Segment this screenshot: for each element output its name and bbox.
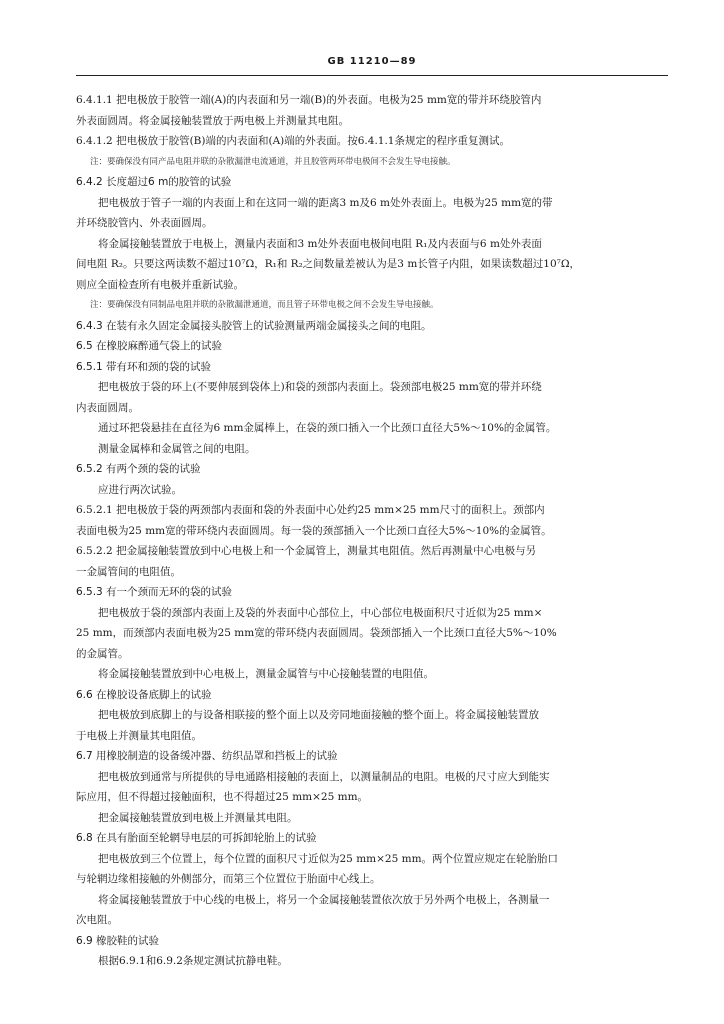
text-line: 并环绕胶管内、外表面圆周。: [76, 217, 213, 229]
text-line: 外表面圆周。将金属接触装置放于两电极上并测量其电阻。: [76, 114, 349, 127]
text-line: 6.4.1.1 把电极放于胶管一端(A)的内表面和另一端(B)的外表面。电极为25 mm宽的带并环绕胶管内: [76, 94, 542, 106]
text-line: 表面电极为25 mm宽的带环绕内表面圆周。每一袋的颈部插入一个比颈口直径大5%～10%的金属管。: [76, 524, 552, 537]
section-heading: 6.5.1 带有环和颈的袋的试验: [76, 360, 212, 373]
section-heading: 6.9 橡胶鞋的试验: [76, 934, 160, 947]
section-heading: 6.4.3 在装有永久固定金属接头胶管上的试验测量两端金属接头之间的电阻。: [76, 319, 432, 332]
text-line: 把电极放到三个位置上，每个位置的面积尺寸近似为25 mm×25 mm。两个位置应规定在轮胎胎口: [98, 852, 559, 865]
text-line: 内表面圆周。: [76, 401, 139, 414]
section-heading: 6.5 在橡胶麻醉通气袋上的试验: [76, 340, 223, 352]
note-line: 注：要确保没有同制品电阻并联的杂散漏泄通道，而且管子环带电极之间不会发生导电接触。: [90, 300, 439, 310]
text-line: 将金属接触装置放于电极上，测量内表面和3 m处外表面电极间电阻 R₁及内表面与6 m处外表面: [98, 237, 542, 250]
section-heading: 6.6 在橡胶设备底脚上的试验: [76, 688, 212, 701]
text-line: 把电极放到通常与所提供的导电通路相接触的表面上，以测量制品的电阻。电极的尺寸应大到能实: [98, 770, 550, 783]
section-heading: 6.5.2 有两个颈的袋的试验: [76, 463, 201, 475]
text-line: 将金属接触装置放到中心电极上，测量金属管与中心接触装置的电阻值。: [98, 668, 434, 680]
text-line: 25 mm，而颈部内表面电极为25 mm宽的带环绕内表面圆周。袋颈部插入一个比颈口直径大5%～10%: [76, 627, 557, 639]
text-line: 则应全面检查所有电极并重新试验。: [76, 278, 244, 291]
text-line: 次电阻。: [76, 914, 118, 926]
header-rule: [76, 75, 668, 76]
page-header: GB 11210—89: [327, 56, 417, 67]
text-line: 测量金属棒和金属管之间的电阻。: [98, 442, 256, 455]
section-heading: 6.4.2 长度超过6 m的胶管的试验: [76, 176, 232, 188]
note-line: 注：要确保没有同产品电阻并联的杂散漏泄电流通道，并且胶管两环带电极间不会发生导电接触。: [90, 156, 456, 167]
text-line: 6.4.1.2 把电极放于胶管(B)端的内表面和(A)端的外表面。按6.4.1.1条规定的程序重复测试。: [76, 135, 510, 147]
text-line: 间电阻 R₂。只要这两读数不超过10⁷Ω，R₁和 R₂之间数量差被认为是3 m长管子内阻，如果读数超过10⁷Ω，: [76, 258, 581, 270]
text-line: 将金属接触装置放于中心线的电极上，将另一个金属接触装置依次放于另外两个电极上，各测量一: [98, 893, 550, 906]
text-line: 应进行两次试验。: [98, 483, 182, 496]
text-line: 与轮辋边缘相接触的外侧部分，而第三个位置位于胎面中心线上。: [76, 873, 381, 885]
text-line: 把电极放于袋的环上(不要伸展到袋体上)和袋的颈部内表面上。袋颈部电极25 mm宽的带并环绕: [98, 381, 542, 393]
text-line: 于电极上并测量其电阻值。: [76, 729, 202, 742]
section-heading: 6.8 在具有胎面至轮辋导电层的可拆卸轮胎上的试验: [76, 832, 317, 844]
section-heading: 6.7 用橡胶制造的设备缓冲器、纺织品罩和挡板上的试验: [76, 750, 338, 762]
text-line: 6.5.2.2 把金属接触装置放到中心电极上和一个金属管上，测量其电阻值。然后再测量中心电极与另: [76, 545, 537, 557]
text-line: 把电极放到底脚上的与设备相联接的整个面上以及旁同地面接触的整个面上。将金属接触装置放: [98, 709, 539, 721]
section-heading: 6.5.3 有一个颈而无环的袋的试验: [76, 586, 233, 598]
text-line: 6.5.2.1 把电极放于袋的两颈部内表面和袋的外表面中心处约25 mm×25 mm尺寸的面积上。颈部内: [76, 504, 545, 516]
text-line: 把电极放于袋的颈部内表面上及袋的外表面中心部位上，中心部位电极面积尺寸近似为25 mm×: [98, 606, 543, 619]
text-line: 际应用，但不得超过接触面积，也不得超过25 mm×25 mm。: [76, 791, 369, 803]
document-body: [76, 90, 668, 972]
text-line: 通过环把袋悬挂在直径为6 mm金属棒上，在袋的颈口插入一个比颈口直径大5%～10%的金属管。: [98, 422, 557, 434]
text-line: 把金属接触装置放到电极上并测量其电阻。: [98, 811, 298, 824]
text-line: 的金属管。: [76, 647, 129, 660]
text-line: 根据6.9.1和6.9.2条规定测试抗静电鞋。: [98, 955, 288, 967]
text-line: 一金属管间的电阻值。: [76, 565, 181, 578]
text-line: 把电极放于管子一端的内表面上和在这同一端的距离3 m及6 m处外表面上。电极为25 mm宽的带: [98, 196, 553, 209]
